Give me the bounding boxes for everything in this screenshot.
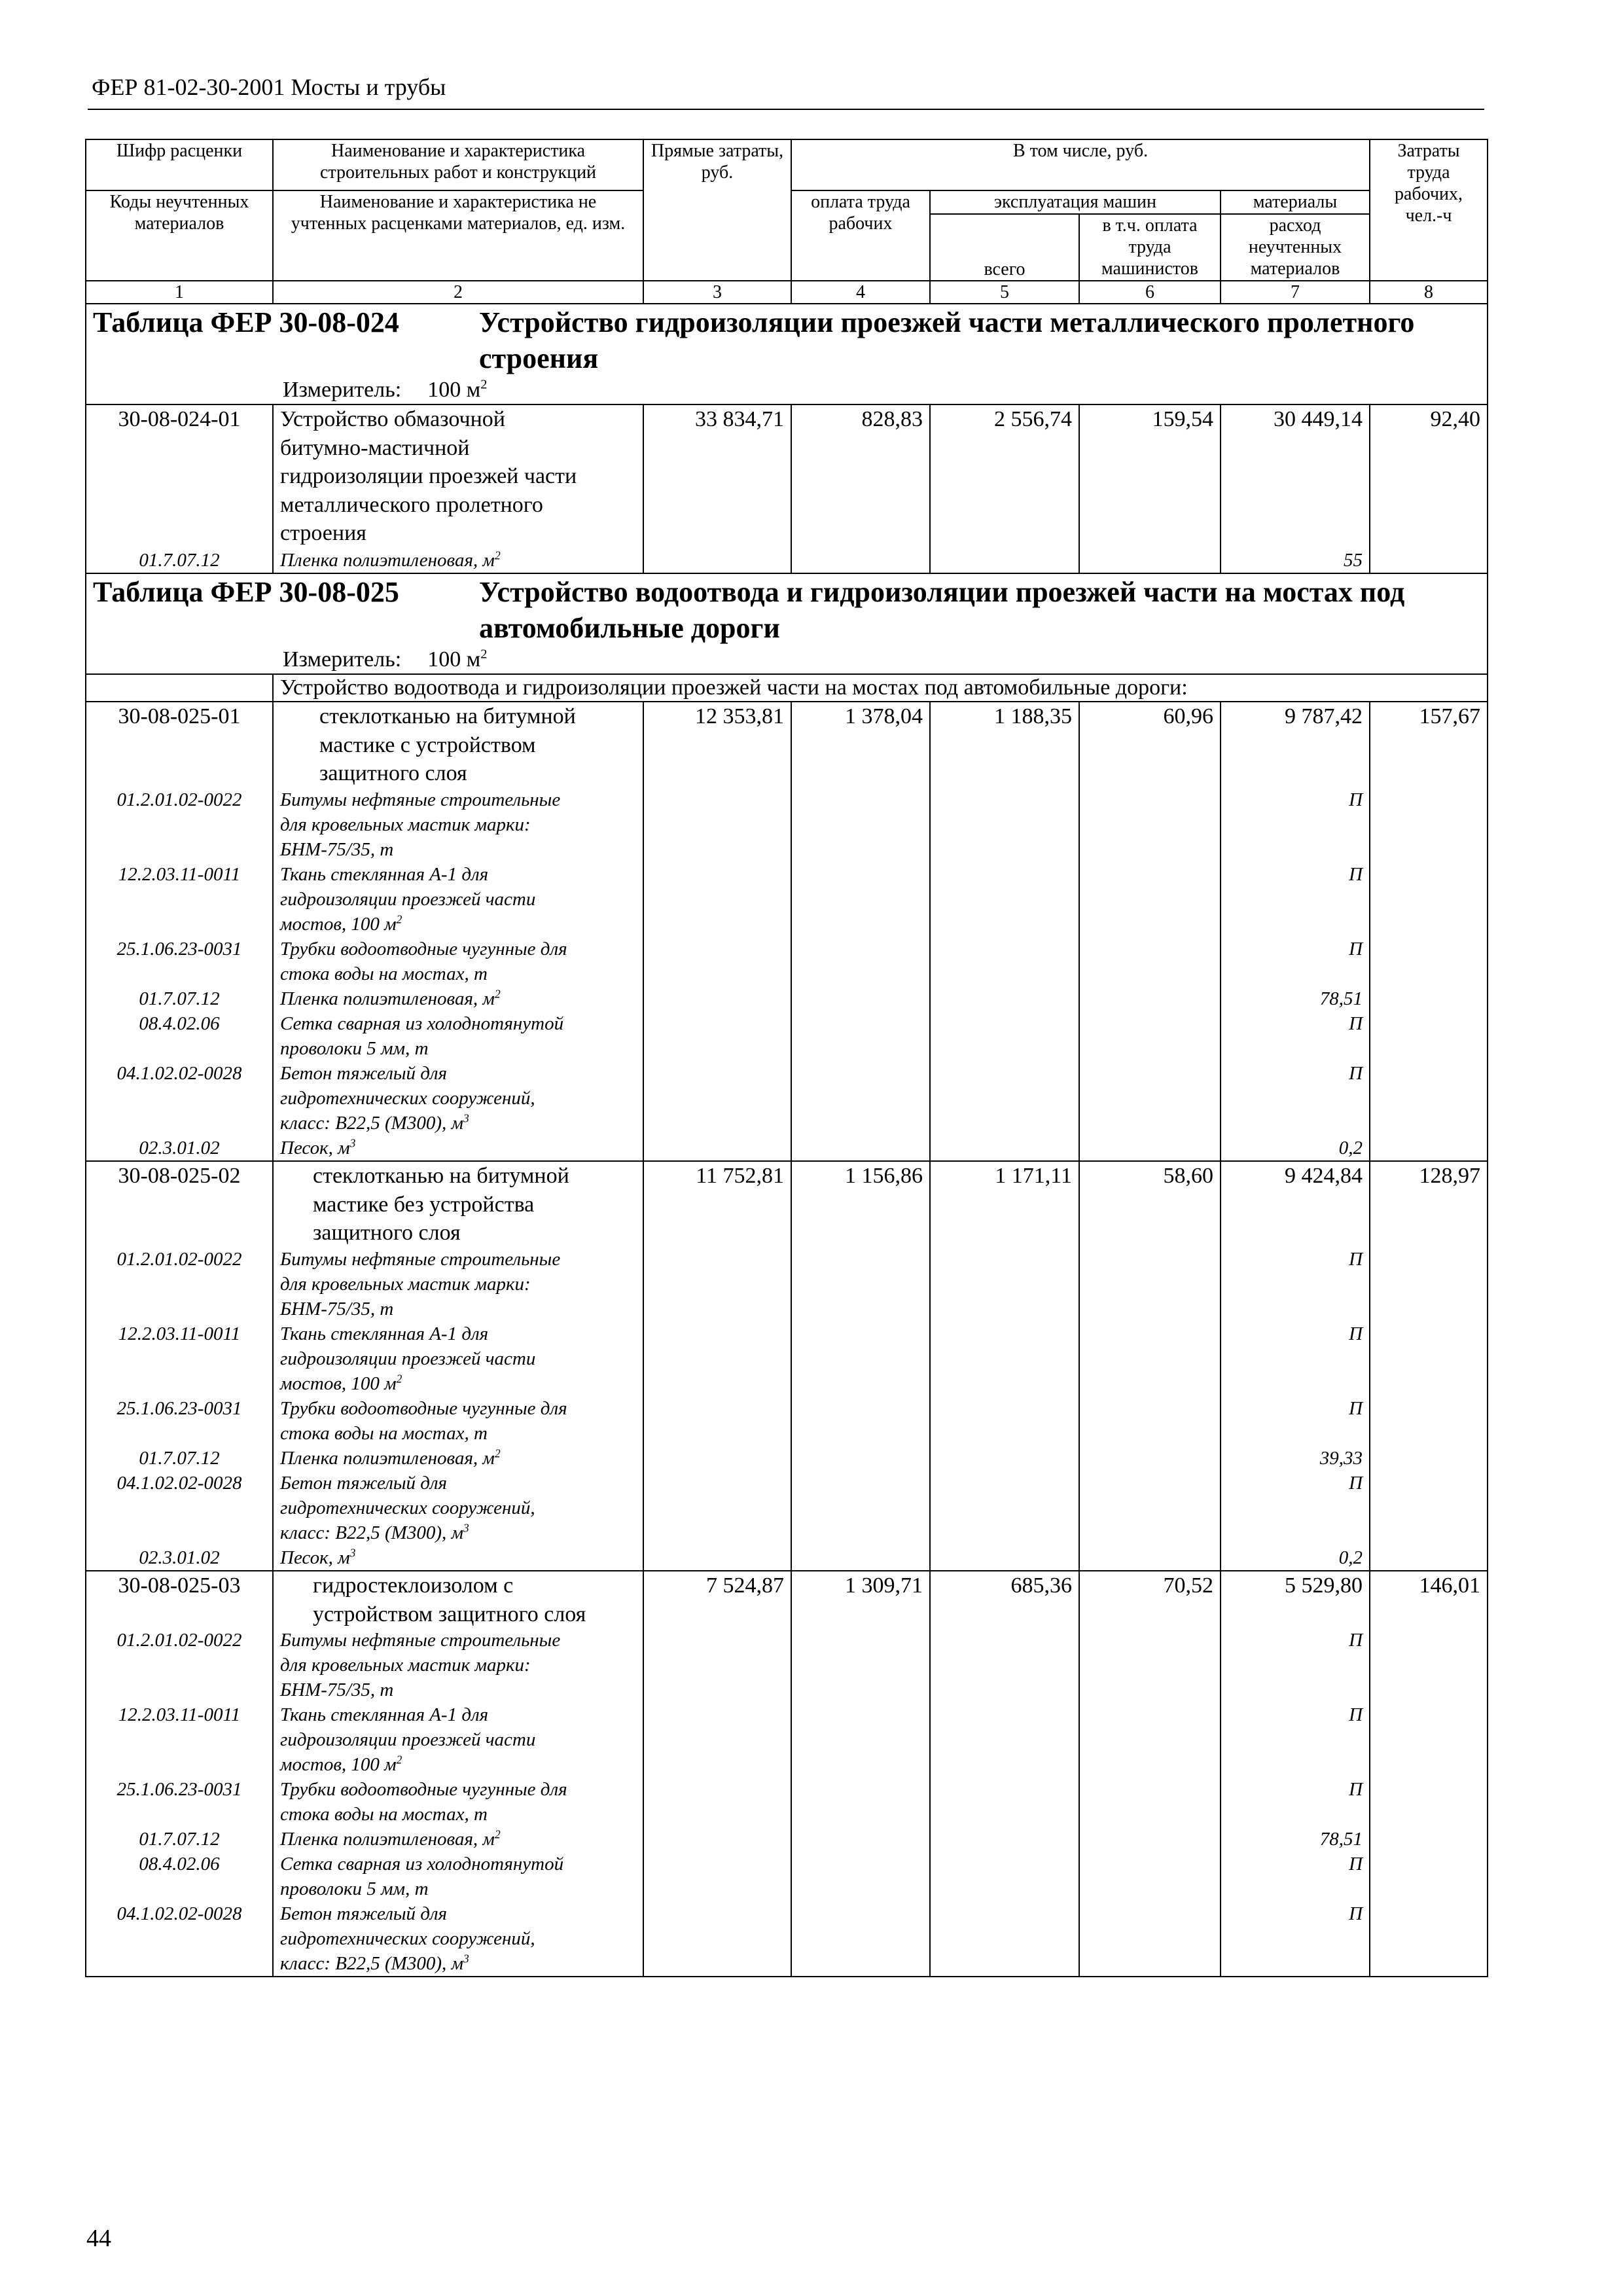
table-row: [86, 702, 1488, 1161]
machines-total: 2 556,74: [930, 404, 1079, 573]
col-materials: материалы: [1221, 190, 1370, 214]
machines-total: 685,36: [930, 1571, 1079, 1977]
rates-table: [85, 139, 1488, 1977]
rate-code: 30-08-024-01 01.7.07.12: [86, 404, 273, 573]
machinists-pay: 159,54: [1079, 404, 1221, 573]
table-code: Таблица ФЕР 30-08-024: [93, 306, 399, 338]
col-num: 6: [1079, 281, 1221, 304]
table-row: [86, 1161, 1488, 1571]
column-numbers-row: [86, 281, 1488, 304]
labor-pay: 1 156,86: [791, 1161, 930, 1571]
machinists-pay: 60,96: [1079, 702, 1221, 1161]
direct-cost: 11 752,81: [643, 1161, 791, 1571]
material-code: 01.2.01.02-0022 12.2.03.11-0011 25.1.06.23-0031 01.7.07.12 08.4.02.06 04.1.02.02-0028: [116, 1630, 242, 1924]
col-num: 1: [86, 281, 273, 304]
labor-pay: 828,83: [791, 404, 930, 573]
materials: 5 529,80 П П П 78,51 П П: [1221, 1571, 1370, 1977]
rate-name: стеклотканью на битумной мастике с устройством защитного слоя Битумы нефтяные строительные для кровельных мастик марки: БНМ-75/35, т Ткань стеклянная А-1 для гидроизоляции проезжей части мостов, 100 $м^2$ Трубки водоотводные чугунные для стока воды на мостах, т Пленка полиэтиленовая, $м^2$ Сетка сварная из холоднотянутой проволоки 5 мм, т Бетон тяжелый для гидротехнических сооружений, класс: В22,5 (М300), $м^3$ Песок, $м^3$: [273, 702, 643, 1161]
col-num: 7: [1221, 281, 1370, 304]
material-qty: П П П 39,33 П 0,2: [1319, 1249, 1363, 1568]
labor-hours: 157,67: [1370, 702, 1488, 1161]
col-shifr: Шифр расценки: [86, 139, 273, 190]
direct-cost: 12 353,81: [643, 702, 791, 1161]
material-code: 01.7.07.12: [139, 550, 220, 571]
rate-name: Устройство обмазочной битумно-мастичной гидроизоляции проезжей части металлического пролетного строения Пленка полиэтиленовая, $м^2$: [273, 404, 643, 573]
machinists-pay: 58,60: [1079, 1161, 1221, 1571]
col-machines: эксплуатация машин: [930, 190, 1221, 214]
col-num: 5: [930, 281, 1079, 304]
col-labor-costs: Затраты труда рабочих, чел.-ч: [1370, 139, 1488, 281]
labor-pay: 1 378,04: [791, 702, 930, 1161]
col-direct: Прямые затраты, руб.: [643, 139, 791, 281]
page-header: ФЕР 81-02-30-2001 Мосты и трубы: [92, 74, 446, 100]
header-row-1: [86, 139, 1488, 190]
rate-code: 30-08-025-01 01.2.01.02-0022 12.2.03.11-0011 25.1.06.23-0031 01.7.07.12 08.4.02.06 04.1.02.02-0028 02.3.01.02: [86, 702, 273, 1161]
machines-total: 1 171,11: [930, 1161, 1079, 1571]
table-title: Устройство гидроизоляции проезжей части металлического пролетного строения: [479, 306, 1415, 374]
materials: 9 787,42 П П П 78,51 П П 0,2: [1221, 702, 1370, 1161]
col-num: 2: [273, 281, 643, 304]
page-number: 44: [86, 2225, 111, 2252]
material-name: Битумы нефтяные строительные для кровельных мастик марки: БНМ-75/35, т Ткань стеклянная А-1 для гидроизоляции проезжей части мостов, 100 $м^2$ Трубки водоотводные чугунные для стока воды на мостах, т Пленка полиэтиленовая, $м^2$ Сетка сварная из холоднотянутой проволоки 5 мм, т Бетон тяжелый для гидротехнических сооружений, класс: В22,5 (М300), $м^3$ Песок, $м^3$: [280, 789, 567, 1158]
material-name: Битумы нефтяные строительные для кровельных мастик марки: БНМ-75/35, т Ткань стеклянная А-1 для гидроизоляции проезжей части мостов, 100 $м^2$ Трубки водоотводные чугунные для стока воды на мостах, т Пленка полиэтиленовая, $м^2$ Бетон тяжелый для гидротехнических сооружений, класс: В22,5 (М300), $м^3$ Песок, $м^3$: [280, 1249, 567, 1568]
material-code: 01.2.01.02-0022 12.2.03.11-0011 25.1.06.23-0031 01.7.07.12 04.1.02.02-0028 02.3.01.02: [116, 1249, 242, 1568]
col-name-top: Наименование и характеристика строительных работ и конструкций: [273, 139, 643, 190]
table-row: [86, 1571, 1488, 1977]
group-row: [86, 674, 1488, 702]
col-num: 3: [643, 281, 791, 304]
rate-name: гидростеклоизолом с устройством защитного слоя Битумы нефтяные строительные для кровельных мастик марки: БНМ-75/35, т Ткань стеклянная А-1 для гидроизоляции проезжей части мостов, 100 $м^2$ Трубки водоотводные чугунные для стока воды на мостах, т Пленка полиэтиленовая, $м^2$ Сетка сварная из холоднотянутой проволоки 5 мм, т Бетон тяжелый для гидротехнических сооружений, класс: В22,5 (М300), $м^3$: [273, 1571, 643, 1977]
table-title: Устройство водоотвода и гидроизоляции проезжей части на мостах под автомобильные дороги: [479, 576, 1405, 644]
material-name: Битумы нефтяные строительные для кровельных мастик марки: БНМ-75/35, т Ткань стеклянная А-1 для гидроизоляции проезжей части мостов, 100 $м^2$ Трубки водоотводные чугунные для стока воды на мостах, т Пленка полиэтиленовая, $м^2$ Сетка сварная из холоднотянутой проволоки 5 мм, т Бетон тяжелый для гидротехнических сооружений, класс: В22,5 (М300), $м^3$: [280, 1630, 567, 1974]
col-num: 4: [791, 281, 930, 304]
table-code: Таблица ФЕР 30-08-025: [93, 576, 399, 608]
labor-hours: 92,40: [1370, 404, 1488, 573]
material-name: Пленка полиэтиленовая, $м^2$: [280, 548, 501, 571]
machinists-pay: 70,52: [1079, 1571, 1221, 1977]
header-rule: [88, 109, 1484, 110]
col-labor-pay: оплата труда рабочих: [791, 190, 930, 281]
col-materials-use: расход неучтенных материалов: [1221, 214, 1370, 281]
labor-hours: 128,97: [1370, 1161, 1488, 1571]
col-machinists-pay: в т.ч. оплата труда машинистов: [1079, 214, 1221, 281]
rate-code: 30-08-025-03 01.2.01.02-0022 12.2.03.11-0011 25.1.06.23-0031 01.7.07.12 08.4.02.06 04.1.02.02-0028: [86, 1571, 273, 1977]
table-title-row: [86, 304, 1488, 404]
table-row: [86, 404, 1488, 573]
col-incl: В том числе, руб.: [791, 139, 1370, 190]
rate-name: стеклотканью на битумной мастике без устройства защитного слоя Битумы нефтяные строительные для кровельных мастик марки: БНМ-75/35, т Ткань стеклянная А-1 для гидроизоляции проезжей части мостов, 100 $м^2$ Трубки водоотводные чугунные для стока воды на мостах, т Пленка полиэтиленовая, $м^2$ Бетон тяжелый для гидротехнических сооружений, класс: В22,5 (М300), $м^3$ Песок, $м^3$: [273, 1161, 643, 1571]
material-qty: 55: [1344, 550, 1363, 571]
rate-code: 30-08-025-02 01.2.01.02-0022 12.2.03.11-0011 25.1.06.23-0031 01.7.07.12 04.1.02.02-0028 02.3.01.02: [86, 1161, 273, 1571]
machines-total: 1 188,35: [930, 702, 1079, 1161]
measure-unit: Измеритель: 100 $м^2$: [283, 377, 488, 402]
labor-pay: 1 309,71: [791, 1571, 930, 1977]
col-name-bottom: Наименование и характеристика не учтенных расценками материалов, ед. изм.: [273, 190, 643, 281]
col-num: 8: [1370, 281, 1488, 304]
direct-cost: 7 524,87: [643, 1571, 791, 1977]
direct-cost: 33 834,71: [643, 404, 791, 573]
col-machines-total: всего: [930, 214, 1079, 281]
materials: 30 449,14 55: [1221, 404, 1370, 573]
group-title: Устройство водоотвода и гидроизоляции проезжей части на мостах под автомобильные дороги:: [273, 674, 1488, 702]
table-title-row: [86, 573, 1488, 674]
material-code: 01.2.01.02-0022 12.2.03.11-0011 25.1.06.23-0031 01.7.07.12 08.4.02.06 04.1.02.02-0028 02.3.01.02: [116, 789, 242, 1158]
materials: 9 424,84 П П П 39,33 П 0,2: [1221, 1161, 1370, 1571]
measure-unit: Измеритель: 100 $м^2$: [283, 647, 488, 672]
labor-hours: 146,01: [1370, 1571, 1488, 1977]
material-qty: П П П 78,51 П П: [1319, 1630, 1363, 1924]
material-qty: П П П 78,51 П П 0,2: [1319, 789, 1363, 1158]
col-codes: Коды неучтенных материалов: [86, 190, 273, 281]
